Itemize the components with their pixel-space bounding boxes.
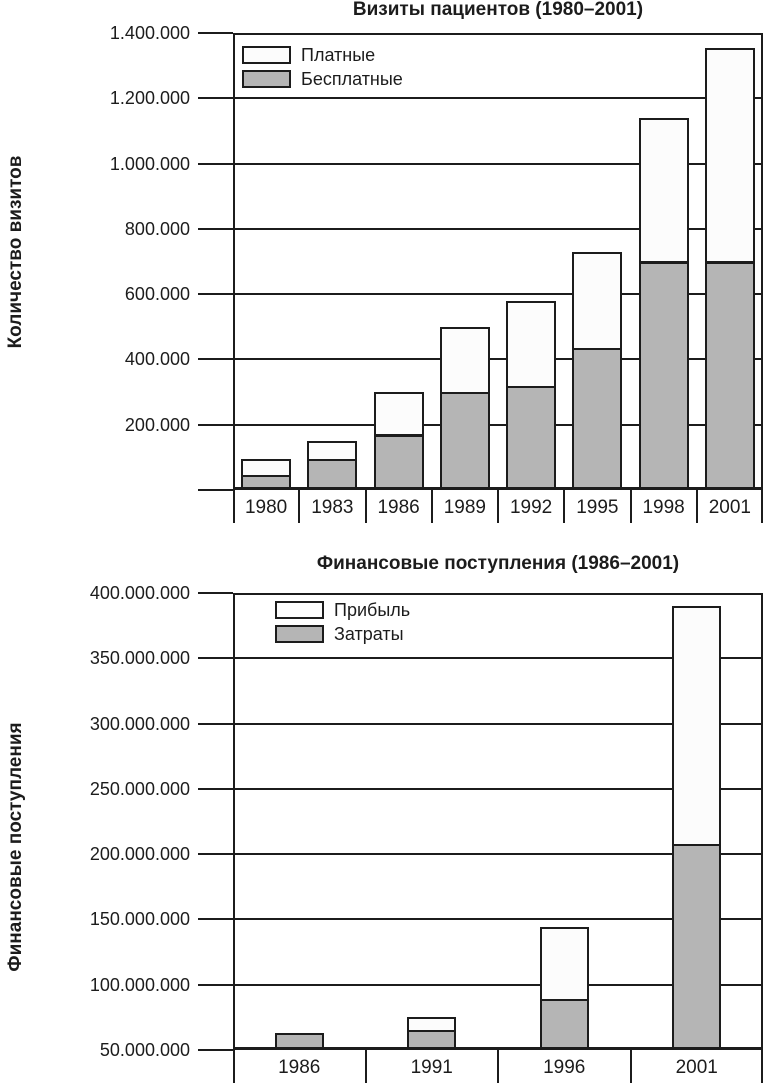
y-axis-title-visits: Количество визитов xyxy=(5,155,26,349)
bar-segment-gray xyxy=(506,386,556,490)
y-axis-tick xyxy=(198,918,233,920)
x-tick-label: 1992 xyxy=(509,497,553,518)
legend-swatch-gray xyxy=(275,625,324,643)
y-tick-label: 300.000.000 xyxy=(89,713,190,734)
bar-segment-gray xyxy=(705,262,755,491)
y-axis-line xyxy=(233,33,235,523)
bar-segment-gray xyxy=(672,844,721,1050)
x-tick-label: 2001 xyxy=(675,1057,718,1078)
y-tick-label: 1.000.000 xyxy=(109,153,190,174)
bar-segment-gray xyxy=(374,435,424,490)
plot-border-right xyxy=(761,593,763,1050)
y-axis-tick xyxy=(198,788,233,790)
plot-area-visits xyxy=(109,23,763,518)
y-tick-label: 400.000 xyxy=(124,349,190,370)
bar-segment-white xyxy=(572,252,622,350)
x-tick-label: 1986 xyxy=(377,497,420,518)
y-tick-label: 250.000.000 xyxy=(89,778,190,799)
y-tick-label: 100.000.000 xyxy=(89,974,190,995)
x-tick-label: 1980 xyxy=(244,497,288,518)
bar-segment-gray xyxy=(440,392,490,490)
x-tick-label: 1989 xyxy=(443,497,487,518)
legend-swatch-white xyxy=(242,46,291,64)
x-tick-label: 2001 xyxy=(708,497,752,518)
x-tick-label: 1998 xyxy=(642,497,685,518)
x-tick-label: 1983 xyxy=(311,497,354,518)
bar-segment-white xyxy=(639,118,689,264)
y-axis-tick xyxy=(198,424,233,426)
gridline xyxy=(233,97,763,99)
y-tick-label: 350.000.000 xyxy=(89,648,190,669)
plot-border-top xyxy=(233,593,763,595)
x-tick-label: 1991 xyxy=(410,1057,453,1078)
y-axis-tick xyxy=(198,657,233,659)
chart-title-finance: Финансовые поступления (1986–2001) xyxy=(316,553,680,574)
y-axis-tick xyxy=(198,592,233,594)
plot-border-right xyxy=(761,33,763,490)
y-axis-tick xyxy=(198,489,233,491)
legend-swatch-white xyxy=(275,601,324,619)
y-axis-tick xyxy=(198,228,233,230)
bar-segment-gray xyxy=(639,262,689,491)
y-tick-label: 50.000.000 xyxy=(99,1040,190,1060)
bar-segment-gray xyxy=(307,459,357,490)
legend-swatch-gray xyxy=(242,70,291,88)
y-axis-tick xyxy=(198,97,233,99)
category-separator xyxy=(761,1050,763,1083)
y-tick-label: 200.000.000 xyxy=(89,844,190,865)
bar-segment-gray xyxy=(572,348,622,490)
y-tick-label: 1.200.000 xyxy=(109,88,190,109)
y-axis-line xyxy=(233,593,235,1083)
x-tick-label: 1986 xyxy=(278,1057,321,1078)
bar-segment-white xyxy=(672,606,721,846)
legend-label: Бесплатные xyxy=(301,69,403,89)
category-separator xyxy=(761,490,763,523)
y-tick-label: 800.000 xyxy=(124,218,190,239)
plot-border-bottom xyxy=(233,1047,763,1050)
x-tick-label: 1996 xyxy=(543,1057,586,1078)
y-axis-tick xyxy=(198,293,233,295)
y-axis-tick xyxy=(198,163,233,165)
bar-segment-white xyxy=(705,48,755,264)
y-axis-title-finance: Финансовые поступления xyxy=(5,722,26,972)
y-axis-tick xyxy=(198,984,233,986)
bar-segment-white xyxy=(241,459,291,477)
bar-segment-white xyxy=(407,1017,456,1032)
legend-label: Прибыль xyxy=(334,600,411,620)
y-tick-label: 200.000 xyxy=(124,414,190,435)
bar-segment-white xyxy=(374,392,424,436)
bar-segment-white xyxy=(440,327,490,394)
y-tick-label: 150.000.000 xyxy=(89,909,190,930)
plot-border-bottom xyxy=(233,487,763,490)
chart-title-visits: Визиты пациентов (1980–2001) xyxy=(352,0,644,20)
y-tick-label: 1.400.000 xyxy=(109,23,190,43)
bar-segment-gray xyxy=(540,999,589,1050)
bar-segment-white xyxy=(506,301,556,388)
x-tick-label: 1995 xyxy=(576,497,619,518)
y-axis-tick xyxy=(198,853,233,855)
plot-border-top xyxy=(233,33,763,35)
y-tick-label: 400.000.000 xyxy=(89,583,190,603)
plot-area-finance xyxy=(89,583,763,1078)
legend-label: Затраты xyxy=(334,624,404,644)
legend-label: Платные xyxy=(301,45,376,65)
bar-segment-white xyxy=(540,927,589,1001)
y-axis-tick xyxy=(198,723,233,725)
y-axis-tick xyxy=(198,358,233,360)
y-axis-tick xyxy=(198,1049,233,1051)
y-tick-label: 600.000 xyxy=(124,284,190,305)
bar-segment-white xyxy=(307,441,357,461)
y-axis-tick xyxy=(198,32,233,34)
